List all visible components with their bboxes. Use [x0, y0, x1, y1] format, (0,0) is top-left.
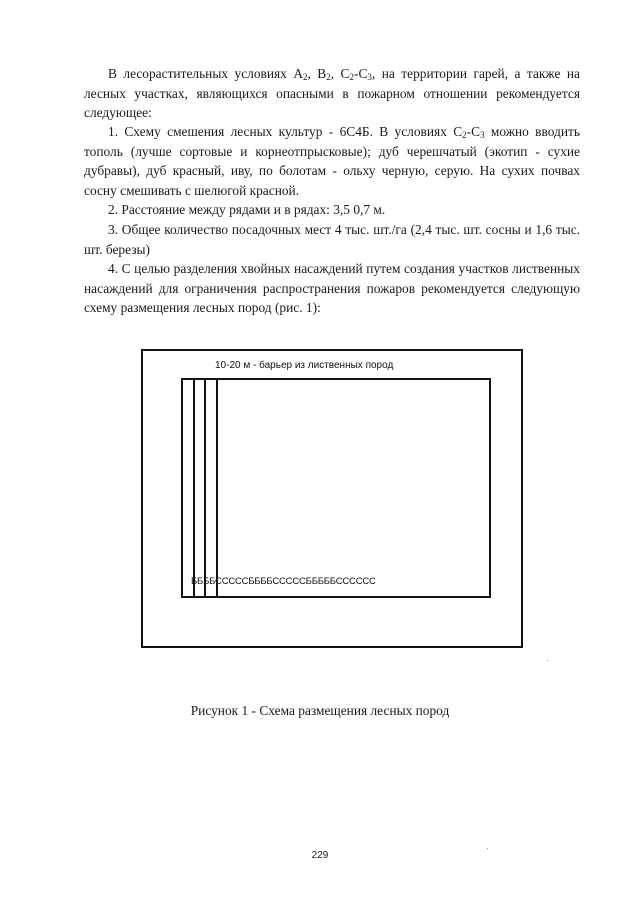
planting-row-line [216, 379, 218, 597]
paragraph-intro: В лесорастительных условиях $А_2$, $В_2$, $С_2-С_3$, на территории гарей, а также на лесных участках, являющихся опасными в пожарном отношении рекомендуется следующее: [84, 66, 580, 120]
scan-speck [487, 848, 488, 849]
planting-row-line [204, 379, 206, 597]
paragraph-item-1: 1. Схему смешения лесных культур - 6С4Б. В условиях $С_2-С_3$ можно вводить тополь (лучше сортовые и корнеотпрысковые); дуб черешчатый (экотип - сухие дубравы), дуб красный, иву, по болотам - ольху черную, серую. На сухих почвах сосну смешивать с шелюгой красной. [84, 124, 580, 198]
scan-speck [547, 660, 548, 661]
figure-caption: Рисунок 1 - Схема размещения лесных пород [190, 703, 450, 718]
figure-inner-frame [181, 378, 491, 598]
barrier-label: 10-20 м - барьер из лиственных пород [215, 360, 394, 371]
planting-row-line [193, 379, 195, 597]
paragraph-item-3: 3. Общее количество посадочных мест 4 тыс. шт./га (2,4 тыс. шт. сосны и 1,6 тыс. шт. березы) [84, 222, 580, 257]
page-number: 229 [311, 850, 329, 861]
paragraph-item-2: 2. Расстояние между рядами и в рядах: 3,5 0,7 м. [108, 202, 386, 217]
species-row-label: ББББСССССББББСССССБББББСССССС [191, 576, 376, 587]
paragraph-item-4: 4. С целью разделения хвойных насаждений путем создания участков лиственных насаждений для ограничения распространения пожаров рекомендуется следующую схему размещения лесных пород (рис. 1): [84, 261, 580, 315]
